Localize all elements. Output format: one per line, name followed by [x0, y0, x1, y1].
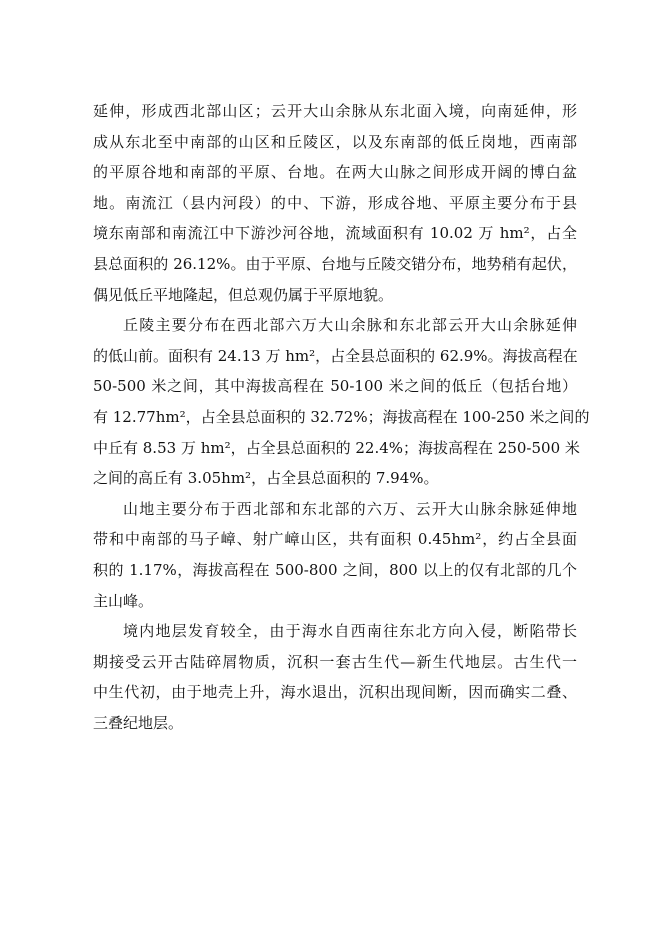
- paragraph-4: [93, 616, 577, 738]
- text-line: 境东南部和南流江中下游沙河谷地，流域面积有 10.02 万 hm²，占全: [93, 224, 577, 243]
- text-line: 50-500 米之间，其中海拔高程在 50-100 米之间的低丘（包括台地）: [93, 377, 577, 396]
- paragraph-2: [93, 310, 590, 494]
- text-line: 山地主要分布于西北部和东北部的六万、云开大山脉余脉延伸地: [123, 499, 577, 518]
- text-line: 的低山前。面积有 24.13 万 hm²，占全县总面积的 62.9%。海拔高程在: [93, 346, 578, 365]
- text-line: 三叠纪地层。: [93, 713, 184, 732]
- text-line: 境内地层发育较全，由于海水自西南往东北方向入侵，断陷带长: [123, 622, 577, 641]
- text-line: 期接受云开古陆碎屑物质，沉积一套古生代—新生代地层。古生代一: [93, 652, 577, 671]
- text-line: 之间的高丘有 3.05hm²，占全县总面积的 7.94%。: [93, 469, 439, 488]
- body-text: [93, 96, 590, 738]
- text-line: 成从东北至中南部的山区和丘陵区，以及东南部的低丘岗地，西南部: [93, 132, 577, 151]
- text-line: 县总面积的 26.12%。由于平原、台地与丘陵交错分布，地势稍有起伏，: [93, 254, 577, 273]
- text-line: 的平原谷地和南部的平原、台地。在两大山脉之间形成开阔的博白盆: [93, 163, 577, 182]
- text-line: 带和中南部的马子嶂、射广嶂山区，共有面积 0.45hm²，约占全县面: [93, 530, 577, 549]
- text-line: 中丘有 8.53 万 hm²，占全县总面积的 22.4%；海拔高程在 250-500 米: [93, 438, 580, 457]
- text-line: 有 12.77hm²，占全县总面积的 32.72%；海拔高程在 100-250 米之间的: [93, 407, 590, 426]
- paragraph-1: [93, 96, 577, 310]
- text-line: 偶见低丘平地隆起，但总观仍属于平原地貌。: [93, 285, 394, 304]
- text-line: 丘陵主要分布在西北部六万大山余脉和东北部云开大山余脉延伸: [123, 316, 577, 335]
- text-line: 中生代初，由于地壳上升，海水退出，沉积出现间断，因而确实二叠、: [93, 683, 577, 702]
- text-line: 积的 1.17%，海拔高程在 500-800 之间，800 以上的仅有北部的几个: [93, 560, 577, 579]
- text-line: 主山峰。: [93, 591, 154, 610]
- text-line: 地。南流江（县内河段）的中、下游，形成谷地、平原主要分布于县: [93, 193, 577, 212]
- text-line: 延伸，形成西北部山区；云开大山余脉从东北面入境，向南延伸，形: [93, 102, 577, 120]
- paragraph-3: [93, 494, 577, 616]
